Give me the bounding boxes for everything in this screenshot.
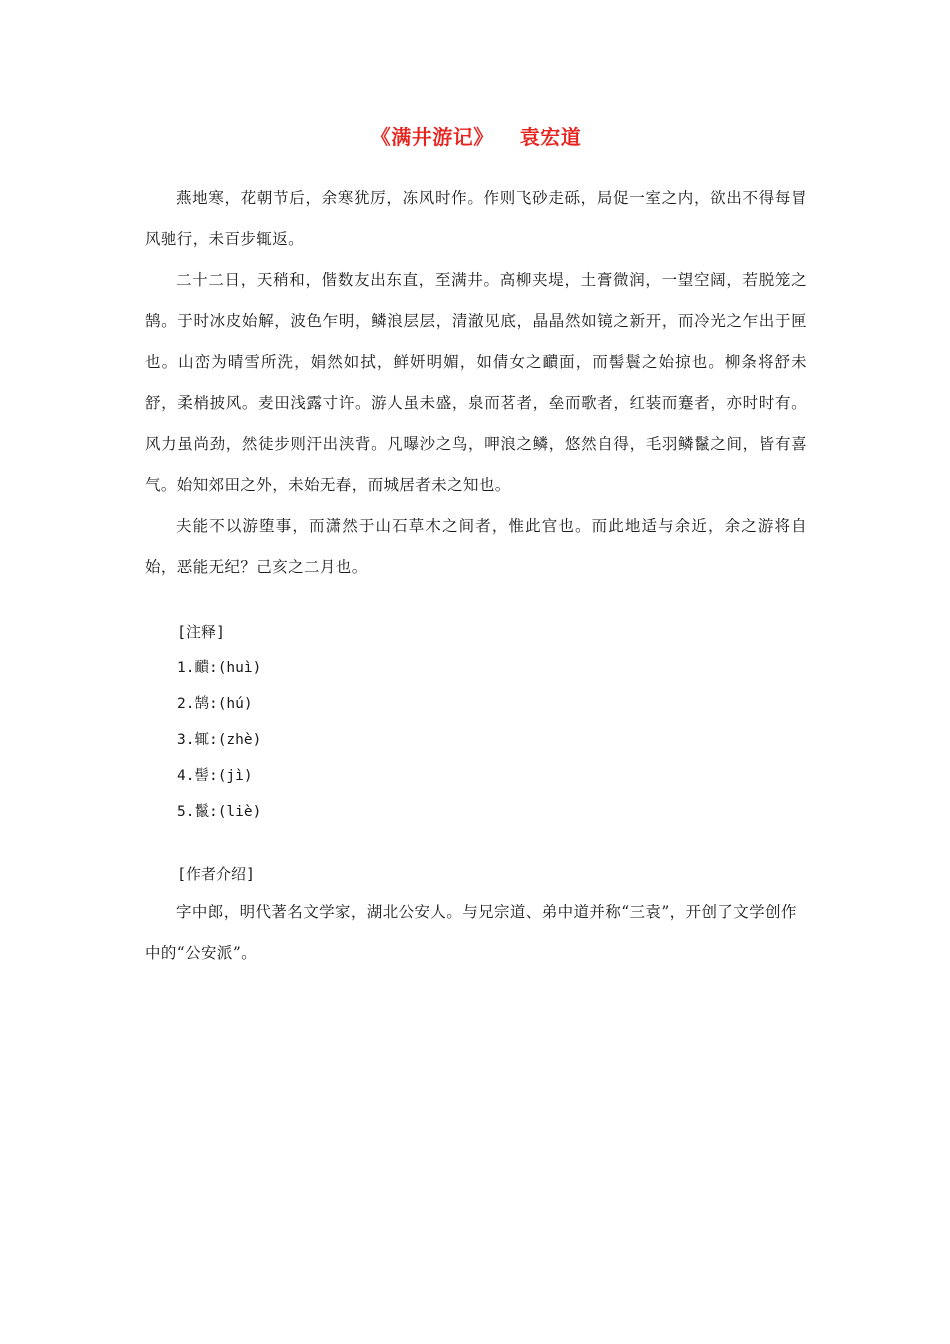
notes-list <box>145 650 807 830</box>
note-item-2: 2.鹄:(hú) <box>177 696 253 712</box>
author-intro-text: 字中郎，明代著名文学家，湖北公安人。与兄宗道、弟中道并称“三袁”，开创了文学创作中的“公安派”。 <box>145 903 797 962</box>
notes-heading: [注释] <box>177 623 226 641</box>
author-intro-heading: [作者介绍] <box>177 865 256 883</box>
note-item-1: 1.靧:(huì) <box>177 660 262 676</box>
note-item-5: 5.鬣:(liè) <box>177 804 262 820</box>
section-spacer <box>145 588 807 614</box>
document-page <box>145 120 807 974</box>
title-text: 《满井游记》 <box>370 125 494 149</box>
document-title <box>145 120 807 154</box>
section-spacer <box>145 830 807 856</box>
author-name: 袁宏道 <box>519 125 582 149</box>
note-item-3: 3.辄:(zhè) <box>177 732 262 748</box>
paragraph-1: 燕地寒，花朝节后，余寒犹厉，冻风时作。作则飞砂走砾，局促一室之内，欲出不得每冒风驰行，未百步辄返。 <box>145 189 807 248</box>
note-item-4: 4.髻:(jì) <box>177 768 253 784</box>
paragraph-2: 二十二日，天稍和，偕数友出东直，至满井。高柳夹堤，土膏微润，一望空阔，若脱笼之鹄。于时冰皮始解，波色乍明，鳞浪层层，清澈见底，晶晶然如镜之新开，而冷光之乍出于匣也。山峦为晴雪所洗，娟然如拭，鲜妍明媚，如倩女之靧面，而髻鬟之始掠也。柳条将舒未舒，柔梢披风。麦田浅露寸许。游人虽未盛，泉而茗者，垒而歌者，红装而蹇者，亦时时有。风力虽尚劲，然徒步则汗出浃背。凡曝沙之鸟，呷浪之鳞，悠然自得，毛羽鳞鬣之间，皆有喜气。始知郊田之外，未始无春，而城居者未之知也。 <box>145 271 807 494</box>
paragraph-3: 夫能不以游堕事，而潇然于山石草木之间者，惟此官也。而此地适与余近，余之游将自始，恶能无纪？己亥之二月也。 <box>145 517 807 576</box>
